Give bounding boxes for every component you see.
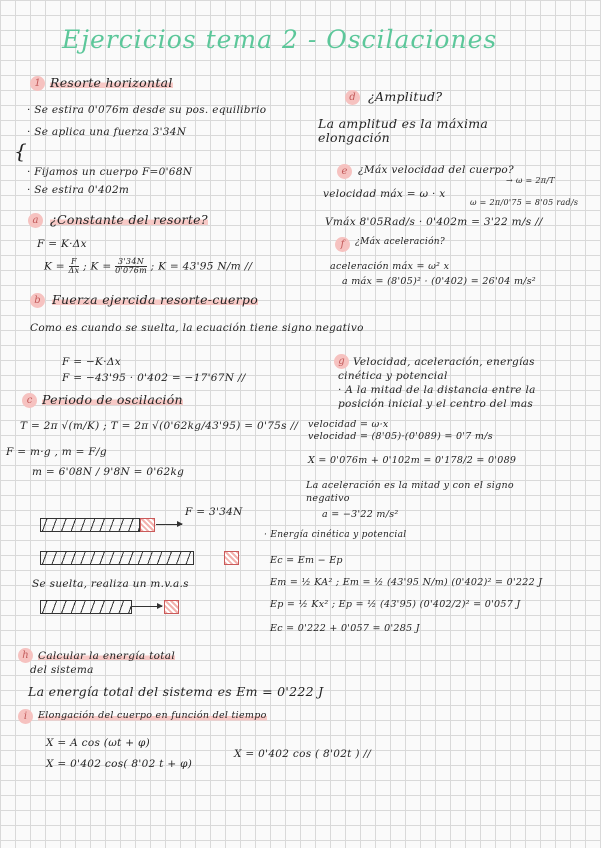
formula: a máx = (8'05)² · (0'402) = 26'04 m/s²	[342, 276, 537, 287]
formula: m = 6'08N / 9'8N = 0'62kg	[32, 466, 185, 478]
formula-k: K = $\frac{F}{\Delta x}$ ; K = $\frac{3'34N}{0'076m}$ ; K = 43'95 N/m //	[44, 257, 253, 275]
formula-side: → ω = 2π/T	[506, 176, 555, 185]
section-heading-g: Velocidad, aceleración, energías	[353, 356, 535, 368]
text-line: · Energía cinética y potencial	[264, 530, 407, 540]
section-marker-1: 1	[30, 76, 45, 91]
formula: X = 0'402 cos( 8'02 t + φ)	[46, 758, 193, 770]
formula: X = A cos (ωt + φ)	[46, 737, 150, 749]
formula: X = 0'402 cos ( 8'02t ) //	[234, 748, 372, 760]
section-marker-g: g	[334, 354, 349, 369]
force-label: F = 3'34N	[185, 506, 243, 518]
formula: F = −K·Δx	[62, 356, 121, 368]
section-marker-h: h	[18, 648, 33, 663]
section-heading-a: ¿Constante del resorte?	[50, 212, 208, 227]
section-heading-c: Periodo de oscilación	[42, 392, 183, 407]
section-heading-e: ¿Máx velocidad del cuerpo?	[358, 164, 514, 176]
section-heading-1: Resorte horizontal	[50, 75, 173, 90]
section-marker-f: f	[335, 237, 350, 252]
text-line: · Se estira 0'076m desde su pos. equilibrio	[27, 104, 267, 116]
formula: Em = ½ KA² ; Em = ½ (43'95 N/m) (0'402)² = 0'222 J	[270, 577, 543, 588]
formula: X = 0'076m + 0'102m = 0'178/2 = 0'089	[308, 455, 517, 466]
text-line: La amplitud es la máxima	[318, 116, 489, 131]
section-heading-h: Calcular la energía total	[38, 650, 175, 662]
mass-block	[164, 600, 179, 614]
spring-diagram-compressed	[40, 600, 132, 614]
text-line: · Se estira 0'402m	[27, 184, 130, 196]
text-line: cinética y potencial	[338, 370, 448, 382]
text-line: posición inicial y el centro del mas	[338, 398, 534, 410]
formula-side: ω = 2π/0'75 = 8'05 rad/s	[470, 198, 579, 207]
section-marker-c: c	[22, 393, 37, 408]
formula: F = K·Δx	[37, 238, 87, 250]
section-marker-b: b	[30, 293, 45, 308]
text-line: Como es cuando se suelta, la ecuación tiene signo negativo	[30, 322, 364, 334]
motion-arrow	[132, 606, 162, 607]
section-heading-b: Fuerza ejercida resorte-cuerpo	[52, 292, 259, 307]
formula: Vmáx 8'05Rad/s · 0'402m = 3'22 m/s //	[325, 216, 543, 228]
section-marker-i: i	[18, 709, 33, 724]
text-line: La energía total del sistema es Em = 0'222 J	[28, 684, 324, 699]
section-marker-a: a	[28, 213, 43, 228]
brace-icon: {	[14, 139, 28, 163]
formula: aceleración máx = ω² x	[330, 261, 450, 272]
page-title: Ejercicios tema 2 - Oscilaciones	[62, 25, 498, 54]
text-line: negativo	[306, 493, 350, 504]
text-line: elongación	[318, 130, 391, 145]
formula: velocidad = (8'05)·(0'089) = 0'7 m/s	[308, 431, 493, 442]
text-line: · Fijamos un cuerpo F=0'68N	[27, 166, 193, 178]
text-line: del sistema	[30, 664, 94, 676]
formula: F = m·g , m = F/g	[6, 446, 107, 458]
formula: T = 2π √(m/K) ; T = 2π √(0'62kg/43'95) = 0'75s //	[20, 420, 299, 432]
spring-diagram	[40, 518, 140, 532]
section-marker-e: e	[337, 164, 352, 179]
section-heading-f: ¿Máx aceleración?	[355, 237, 446, 247]
text-line: · Se aplica una fuerza 3'34N	[27, 126, 187, 138]
formula: F = −43'95 · 0'402 = −17'67N //	[62, 372, 246, 384]
text-line: Se suelta, realiza un m.v.a.s	[32, 578, 189, 590]
formula: velocidad = ω·x	[308, 419, 389, 430]
formula: a = −3'22 m/s²	[322, 509, 399, 520]
formula: Ec = Em − Ep	[270, 555, 343, 566]
text-line: · A la mitad de la distancia entre la	[338, 384, 536, 396]
section-heading-d: ¿Amplitud?	[368, 89, 443, 104]
formula: Ec = 0'222 + 0'057 = 0'285 J	[270, 623, 420, 634]
mass-block	[224, 551, 239, 565]
section-heading-i: Elongación del cuerpo en función del tiempo	[38, 710, 267, 721]
force-arrow	[156, 524, 182, 525]
section-marker-d: d	[345, 90, 360, 105]
spring-diagram-stretched	[40, 551, 194, 565]
text-line: La aceleración es la mitad y con el signo	[306, 480, 514, 491]
mass-block	[140, 518, 155, 532]
formula: velocidad máx = ω · x	[323, 188, 446, 200]
formula: Ep = ½ Kx² ; Ep = ½ (43'95) (0'402/2)² = 0'057 J	[270, 599, 521, 610]
